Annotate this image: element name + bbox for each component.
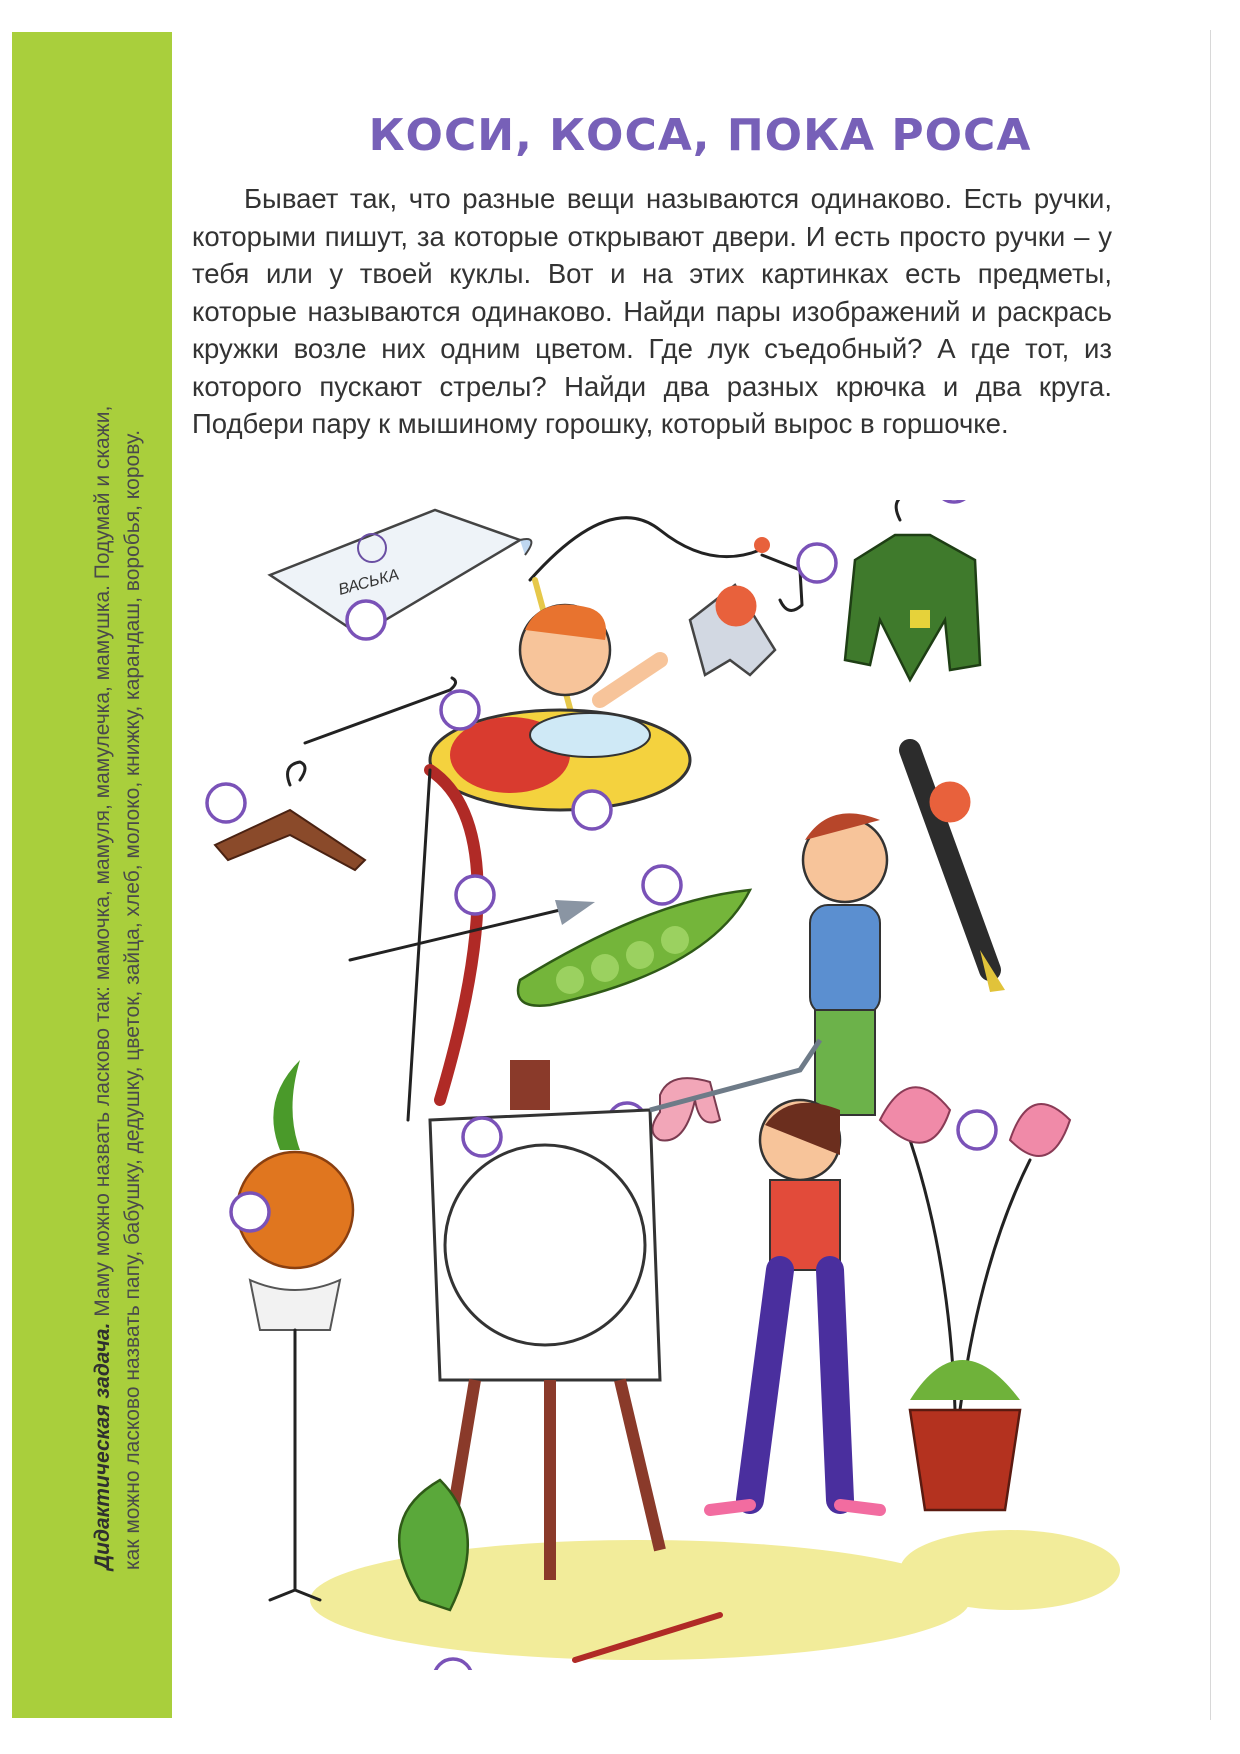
circle-pea-pod[interactable] (643, 866, 681, 904)
didactic-line-1 (88, 150, 118, 1570)
circle-flower[interactable] (958, 1111, 996, 1149)
circle-leaf[interactable] (434, 1659, 472, 1670)
bow-and-arrow (350, 770, 595, 1120)
circle-door-handle[interactable] (717, 587, 755, 625)
circle-paper[interactable] (347, 601, 385, 639)
illustration (190, 500, 1130, 1670)
didactic-text-1: Маму можно назвать ласково так: мамочка, мамуля, мамулечка, мамушка. Подумай и скажи, (91, 405, 114, 1317)
jacket (845, 500, 980, 680)
circle-canvas[interactable] (463, 1118, 501, 1156)
sign-text: ВАСЬКА (336, 566, 401, 599)
circle-hanger[interactable] (207, 784, 245, 822)
circle-crochet-hook[interactable] (441, 691, 479, 729)
didactic-line-2: как можно ласково назвать папу, бабушку, дедушку, цветок, зайца, хлеб, молоко, книжку, карандаш, воробья, корову. (121, 429, 144, 1570)
onion (237, 1060, 353, 1600)
circle-onion[interactable] (231, 1193, 269, 1231)
paper-sheet (270, 510, 531, 635)
didactic-task (88, 150, 148, 1570)
circle-jacket[interactable] (935, 500, 973, 502)
page-title: КОСИ, КОСА, ПОКА РОСА (368, 110, 1032, 161)
ground-patch-right (900, 1530, 1120, 1610)
didactic-label: Дидактическая задача. (91, 1322, 114, 1570)
circle-bow[interactable] (456, 876, 494, 914)
boy-with-pen (803, 750, 1005, 1115)
task-text: Бывает так, что разные вещи называются одинаково. Есть ручки, которыми пишут, за которые открывают двери. И есть просто ручки – у тебя или у твоей куклы. Вот и на этих картинках есть предметы, которые называются одинаково. Найди пары изображений и раскрась кружки возле них одним цветом. Где лук съедобный? А где тот, из которого пускают стрелы? Найди два разных крючка и два круга. Подбери пару к мышиному горошку, который вырос в горшочке. (192, 183, 1112, 439)
circle-fishhook[interactable] (798, 544, 836, 582)
circle-fountain-pen[interactable] (931, 783, 969, 821)
wall-hook (653, 1078, 721, 1140)
flower-pot (880, 1087, 1070, 1510)
crochet-hook (305, 678, 456, 743)
circle-swim-ring[interactable] (573, 791, 611, 829)
pea-pod (518, 890, 750, 1006)
